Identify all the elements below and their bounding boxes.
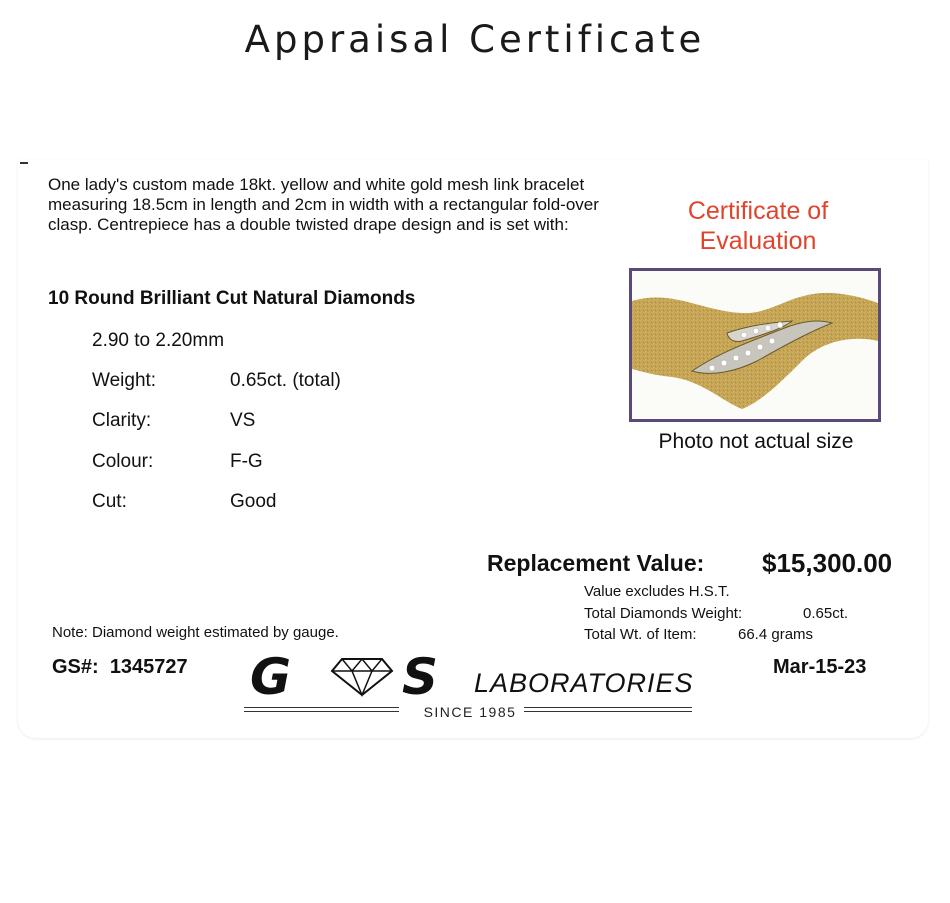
bracelet-photo	[629, 268, 881, 422]
certificate-heading: Certificate of Evaluation	[687, 197, 829, 255]
logo-rule-left	[244, 707, 399, 708]
cut-row	[92, 491, 277, 513]
card-corner-mark	[20, 162, 28, 164]
weight-value: 0.65ct. (total)	[230, 370, 341, 391]
replacement-value-amount: $15,300.00	[762, 548, 893, 578]
cut-value: Good	[230, 491, 277, 512]
gauge-note: Note: Diamond weight estimated by gauge.	[52, 624, 339, 641]
weight-label: Weight:	[92, 370, 157, 391]
photo-caption: Photo not actual size	[658, 430, 854, 453]
logo-rule-right-2	[524, 711, 692, 712]
colour-label: Colour:	[92, 451, 154, 472]
clarity-value: VS	[230, 410, 256, 431]
logo-letter-g: G	[250, 648, 292, 706]
colour-row	[92, 451, 263, 473]
gs-label: GS#:	[52, 656, 99, 678]
item-weight-value: 66.4 grams	[738, 626, 814, 643]
diamonds-weight-value: 0.65ct.	[803, 605, 849, 622]
item-description: One lady's custom made 18kt. yellow and white gold mesh link bracelet measuring 18.5cm in length and 2cm in width with a rectangular fold-over clasp. Centrepiece has a double twisted drape design and is set with:	[48, 175, 599, 234]
diamonds-weight-label: Total Diamonds Weight:	[584, 605, 743, 622]
page-title: Appraisal Certificate	[244, 18, 706, 61]
gs-number	[52, 656, 188, 679]
stone-size-range: 2.90 to 2.20mm	[92, 330, 225, 351]
weight-row	[92, 370, 341, 392]
item-weight-label: Total Wt. of Item:	[584, 626, 697, 643]
bracelet-image	[632, 271, 878, 419]
logo-letter-s: S	[402, 648, 439, 706]
clarity-row	[92, 410, 256, 432]
tax-note: Value excludes H.S.T.	[584, 583, 730, 600]
gs-value: 1345727	[109, 656, 188, 678]
stones-heading: 10 Round Brilliant Cut Natural Diamonds	[48, 288, 416, 309]
logo-since: SINCE 1985	[423, 704, 517, 720]
logo-wordmark: LABORATORIES	[474, 668, 694, 698]
gs-laboratories-logo	[242, 648, 702, 727]
logo-rule-left-2	[244, 711, 399, 712]
certificate-date: Mar-15-23	[773, 656, 867, 678]
clarity-label: Clarity:	[92, 410, 152, 431]
diamond-icon	[330, 657, 394, 697]
replacement-value-label: Replacement Value:	[487, 550, 705, 576]
colour-value: F-G	[230, 451, 263, 472]
cut-label: Cut:	[92, 491, 127, 512]
logo-rule-right	[524, 707, 692, 708]
